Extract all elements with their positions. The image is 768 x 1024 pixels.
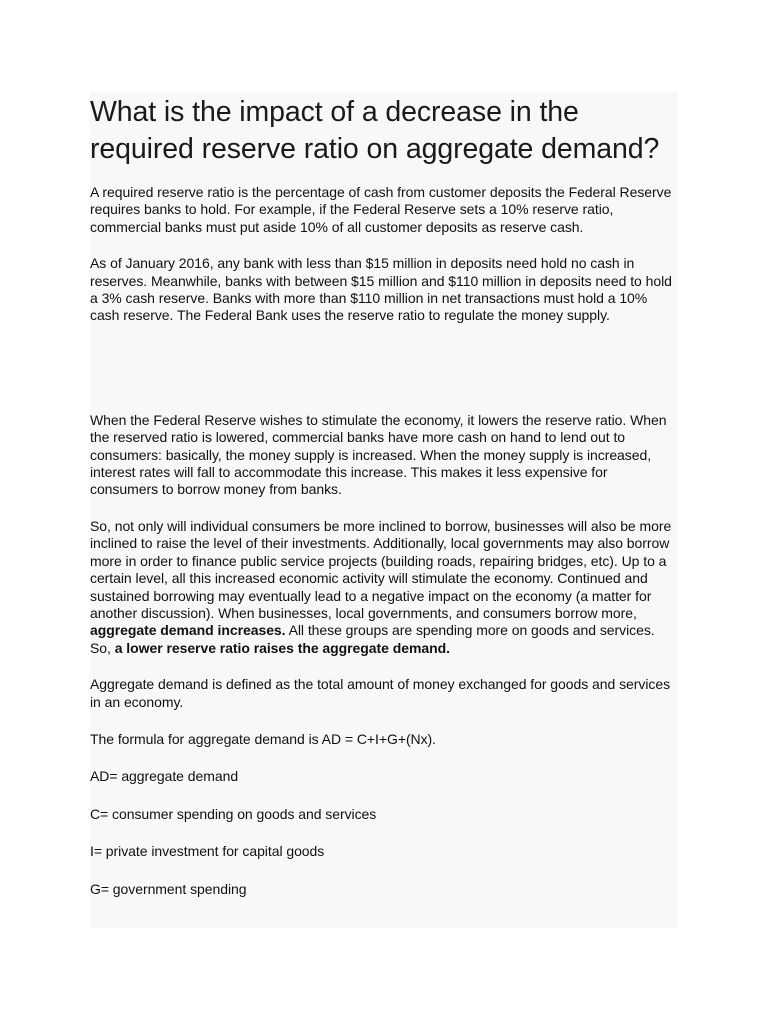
paragraph-reserve-ratio-definition: A required reserve ratio is the percentage of cash from customer deposits the Federal Reserve requires banks to hold. For example, if the Federal Reserve sets a 10% reserve ratio, commercial banks must put aside 10% of all customer deposits as reserve cash. <box>90 184 672 235</box>
formula-term-c: C= consumer spending on goods and services <box>90 805 377 822</box>
paragraph-aggregate-demand-definition: Aggregate demand is defined as the total amount of money exchanged for goods and services in an economy. <box>90 676 671 710</box>
paragraph-stimulate-economy: When the Federal Reserve wishes to stimulate the economy, it lowers the reserve ratio. When the reserved ratio is lowered, commercial banks have more cash on hand to lend out to consumers: basically, the money supply is increased. When the money supply is increased, interest rates will fall to accommodate this increase. This makes it less expensive for consumers to borrow money from banks. <box>90 411 667 498</box>
paragraph-borrowing-effects <box>90 518 678 657</box>
bold-aggregate-demand-increases: aggregate demand increases. <box>90 622 286 639</box>
paragraph-formula: The formula for aggregate demand is AD = C+I+G+(Nx). <box>90 730 437 747</box>
formula-term-ad: AD= aggregate demand <box>90 768 239 785</box>
paragraph-text-a: So, not only will individual consumers be more inclined to borrow, businesses will also be more inclined to raise the level of their investments. Additionally, local governments may also borrow more in order to finance public service projects (building roads, repairing bridges, etc). Up to a certain level, all this increased economic activity will stimulate the economy. Continued and sustained borrowing may eventually lead to a negative impact on the economy (a matter for another discussion). When businesses, local governments, and consumers borrow more, <box>90 517 672 621</box>
document-content <box>90 92 678 898</box>
document-page <box>90 92 678 928</box>
formula-term-g: G= government spending <box>90 880 247 897</box>
paragraph-text-b: All these groups are spending more on goods and services. So, <box>90 622 655 656</box>
paragraph-reserve-requirements: As of January 2016, any bank with less than $15 million in deposits need hold no cash in reserves. Meanwhile, banks with between $15 million and $110 million in deposits need to hold a 3% cash reserve. Banks with more than $110 million in net transactions must hold a 10% cash reserve. The Federal Bank uses the reserve ratio to regulate the money supply. <box>90 255 672 324</box>
bold-lower-reserve-ratio: a lower reserve ratio raises the aggregate demand. <box>114 639 450 656</box>
formula-term-i: I= private investment for capital goods <box>90 843 325 860</box>
document-title: What is the impact of a decrease in the required reserve ratio on aggregate demand? <box>90 96 660 165</box>
